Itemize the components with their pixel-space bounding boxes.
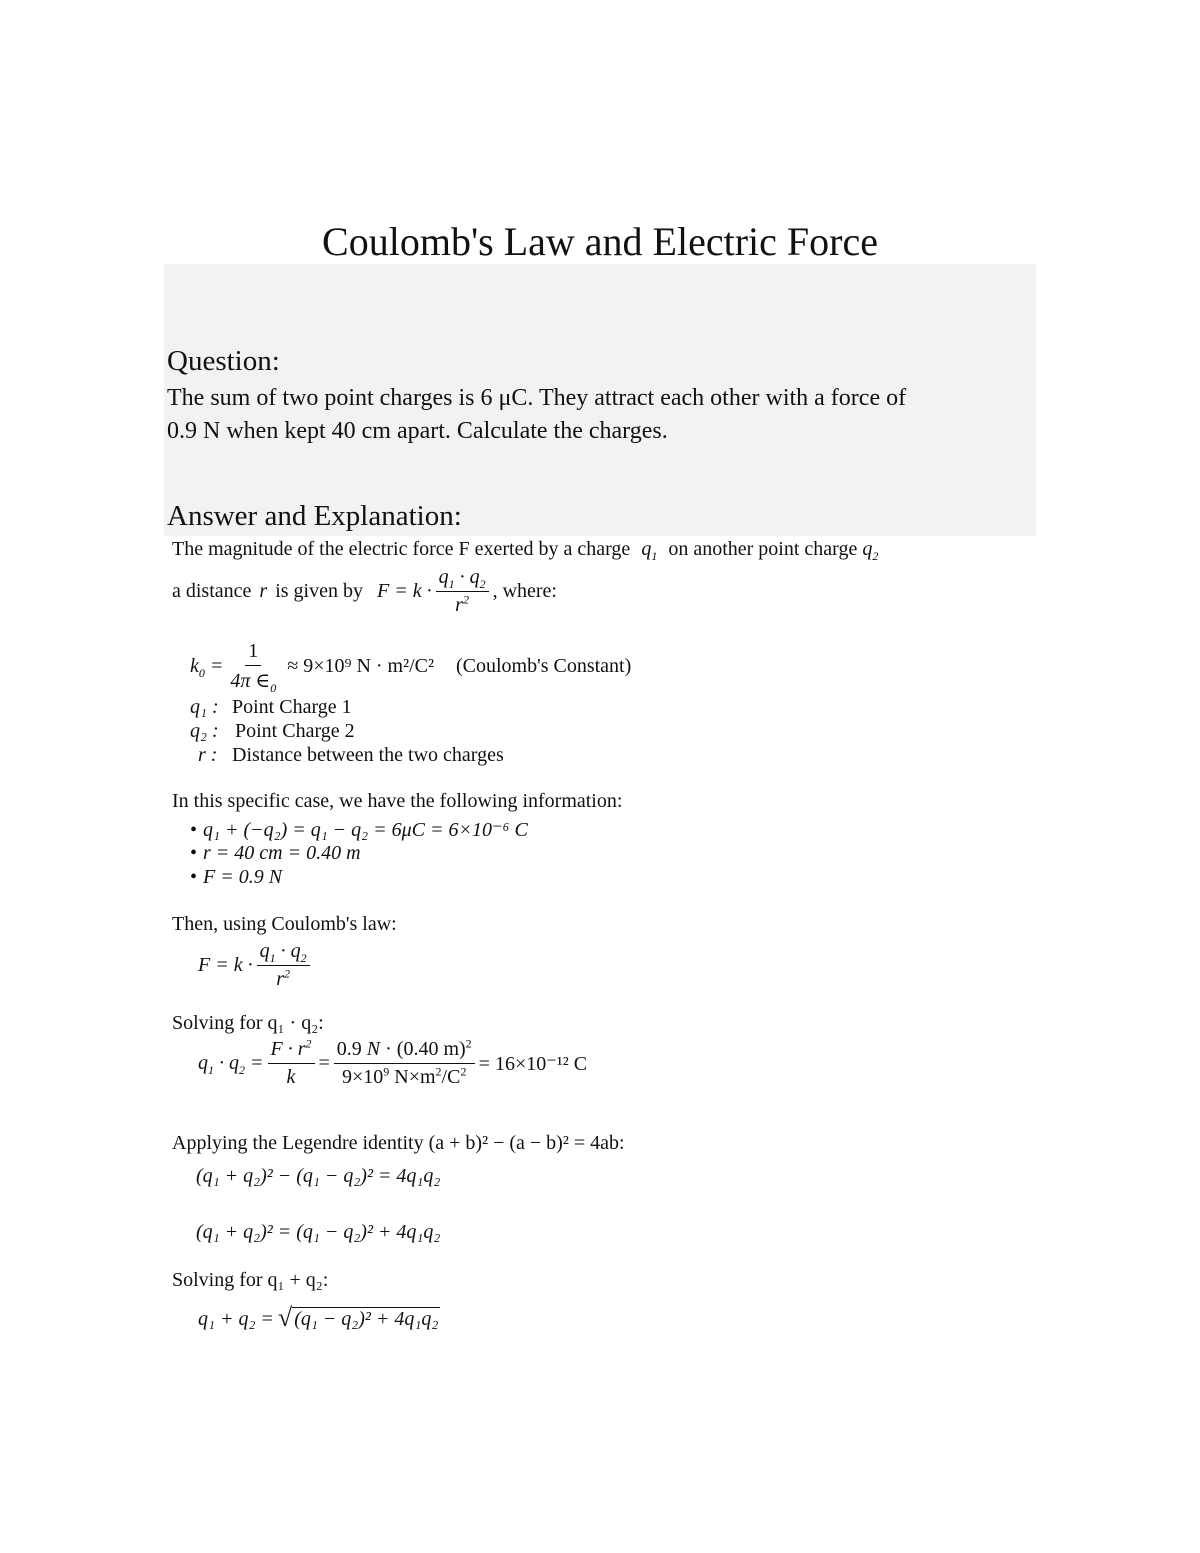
coulomb-law-equation: F = k · $q_1 \cdot q_2$ $r^2$ (198, 940, 314, 991)
definition-r: r : Distance between the two charges (198, 744, 504, 766)
definition-q2: q₂ : Point Charge 2 (190, 720, 355, 742)
question-line-1: The sum of two point charges is 6 μC. They attract each other with a force of (167, 385, 907, 411)
solving-product-text: Solving for q₁ · q₂: (172, 1012, 324, 1034)
solving-sum-text: Solving for q₁ + q₂: (172, 1269, 329, 1291)
sum-equation: q₁ + q₂ = √ (q₁ − q₂)² + 4q₁q₂ (198, 1303, 439, 1332)
question-line-2: 0.9 N when kept 40 cm apart. Calculate the charges. (167, 418, 668, 444)
info-item-3: • F = 0.9 N (190, 866, 283, 888)
coulomb-constant: $k_0$ = $\frac{1}{4\pi \in_0}$ ≈ 9×10⁹ N · m²/C² (Coulomb's Constant) (190, 640, 632, 695)
intro-line-1: The magnitude of the electric force F exerted by a charge $q_1$ on another point charge $q_2$ (172, 538, 879, 563)
legendre-text: Applying the Legendre identity (a + b)² − (a − b)² = 4ab: (172, 1132, 625, 1154)
sqrt-radicand: (q₁ − q₂)² + 4q₁q₂ (294, 1308, 439, 1330)
intro-line-2: a distance r is given by F = k · $q_1 \cdot q_2$ $r^2$ , where: (172, 566, 557, 616)
definition-q1: q₁ : Point Charge 1 (190, 696, 352, 718)
coulomb-fraction: $q_1 \cdot q_2$ $r^2$ (436, 566, 489, 617)
then-text: Then, using Coulomb's law: (172, 913, 397, 935)
page-title: Coulomb's Law and Electric Force (322, 219, 878, 264)
info-item-2: • r = 40 cm = 0.40 m (190, 842, 361, 864)
question-heading: Question: (167, 345, 280, 377)
answer-heading: Answer and Explanation: (167, 500, 462, 532)
legendre-equation-2: (q₁ + q₂)² = (q₁ − q₂)² + 4q₁q₂ (196, 1221, 441, 1243)
info-intro: In this specific case, we have the following information: (172, 790, 623, 812)
info-item-1: • q₁ + (−q₂) = q₁ − q₂ = 6μC = 6×10⁻⁶ C (190, 819, 528, 841)
legendre-equation-1: (q₁ + q₂)² − (q₁ − q₂)² = 4q₁q₂ (196, 1165, 441, 1187)
product-equation: $q_1 \cdot q_2$ = $\frac{F \cdot r^2}{k}$ = $\frac{0.9 N \cdot (0.40 m)^2}{9\times 10^9 N\times m^2/C^2}$ = 16×10⁻¹² C (198, 1036, 588, 1088)
